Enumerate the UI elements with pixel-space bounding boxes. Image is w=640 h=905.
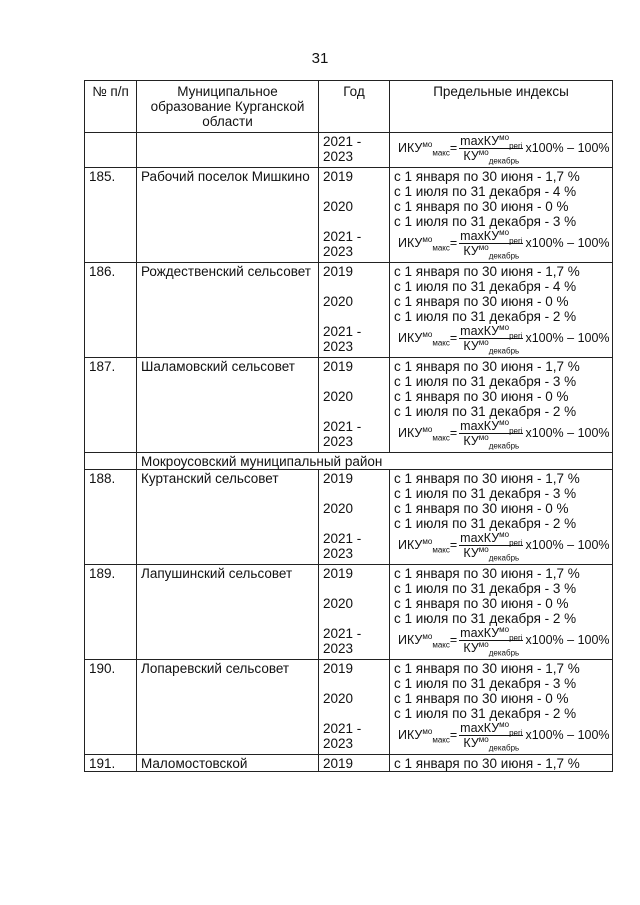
formula-numerator: maxКУ$^{мо}_{peri}$	[460, 417, 523, 436]
formula-tail: x100% – 100%	[525, 141, 610, 155]
year-range: 2021 - 2023	[323, 134, 362, 164]
municipality-name: Рабочий поселок Мишкино	[137, 168, 319, 263]
row-number: 187.	[85, 358, 137, 453]
table-body	[85, 133, 613, 772]
index-cell	[390, 263, 613, 358]
formula-fraction	[459, 322, 523, 356]
year-range: 2021 - 2023	[323, 419, 362, 449]
table-row	[85, 565, 613, 660]
year-value: 2019	[323, 169, 354, 184]
index-period: с 1 января по 30 июня - 0 %	[394, 199, 569, 214]
year-range: 2021 - 2023	[323, 531, 362, 561]
formula-denominator: $КУ^{мо}_{декабрь}$	[463, 147, 520, 166]
index-period: с 1 июля по 31 декабря - 2 %	[394, 516, 577, 531]
index-period: с 1 января по 30 июня - 0 %	[394, 389, 569, 404]
header-year: Год	[319, 81, 390, 133]
formula-numerator: maxКУ$^{мо}_{peri}$	[460, 624, 523, 643]
year-value: 2020	[323, 691, 354, 706]
index-cell	[390, 470, 613, 565]
row-number: 191.	[85, 755, 137, 772]
year-cell	[319, 358, 390, 453]
formula-lhs: $ИКУ^{мо}_{макс}$	[398, 536, 450, 555]
year-cell	[319, 470, 390, 565]
formula-tail: x100% – 100%	[525, 331, 610, 345]
index-period: с 1 января по 30 июня - 0 %	[394, 691, 569, 706]
formula-fraction	[459, 719, 523, 753]
municipality-name: Рождественский сельсовет	[137, 263, 319, 358]
index-period: с 1 января по 30 июня - 0 %	[394, 596, 569, 611]
formula-fraction	[459, 227, 523, 261]
year-value: 2020	[323, 294, 354, 309]
table-row	[85, 168, 613, 263]
formula-fraction	[459, 417, 523, 451]
year-cell	[319, 263, 390, 358]
year-cell	[319, 168, 390, 263]
formula	[394, 529, 610, 563]
formula-eq: =	[449, 538, 458, 552]
index-period: с 1 января по 30 июня - 1,7 %	[394, 264, 580, 279]
year-value: 2019	[323, 359, 354, 374]
year-cell	[319, 660, 390, 755]
formula-fraction	[459, 529, 523, 563]
municipality-name: Лапушинский сельсовет	[137, 565, 319, 660]
formula-slot	[394, 229, 608, 262]
formula-eq: =	[449, 633, 458, 647]
year-value: 2019	[323, 566, 354, 581]
formula-eq: =	[449, 236, 458, 250]
table-header-row	[85, 81, 613, 133]
formula-fraction	[459, 132, 523, 166]
indexes-table	[84, 80, 613, 772]
row-number: 190.	[85, 660, 137, 755]
index-cell	[390, 168, 613, 263]
formula-denominator: $КУ^{мо}_{декабрь}$	[463, 639, 520, 658]
header-indexes: Предельные индексы	[390, 81, 613, 133]
formula-lhs: $ИКУ^{мо}_{макс}$	[398, 424, 450, 443]
index-cell	[390, 133, 613, 168]
row-number: 189.	[85, 565, 137, 660]
index-period: с 1 июля по 31 декабря - 2 %	[394, 309, 577, 324]
municipality-name: Маломостовской	[137, 755, 319, 772]
formula-denominator: $КУ^{мо}_{декабрь}$	[463, 337, 520, 356]
formula-numerator: maxКУ$^{мо}_{peri}$	[460, 132, 523, 151]
index-period: с 1 января по 30 июня - 1,7 %	[394, 359, 580, 374]
index-period: с 1 января по 30 июня - 1,7 %	[394, 169, 580, 184]
formula-denominator: $КУ^{мо}_{декабрь}$	[463, 544, 520, 563]
formula-tail: x100% – 100%	[525, 728, 610, 742]
formula-lhs: $ИКУ^{мо}_{макс}$	[398, 234, 450, 253]
formula	[394, 417, 610, 451]
table-row	[85, 755, 613, 772]
table-row	[85, 470, 613, 565]
index-period: с 1 января по 30 июня - 1,7 %	[394, 661, 580, 676]
table-row	[85, 133, 613, 168]
index-period: с 1 июля по 31 декабря - 3 %	[394, 581, 577, 596]
district-row	[85, 453, 613, 470]
formula-slot	[394, 531, 608, 564]
index-period: с 1 января по 30 июня - 0 %	[394, 501, 569, 516]
index-period: с 1 июля по 31 декабря - 2 %	[394, 611, 577, 626]
index-period: с 1 января по 30 июня - 1,7 %	[394, 471, 580, 486]
table-row	[85, 263, 613, 358]
formula-lhs: $ИКУ^{мо}_{макс}$	[398, 139, 450, 158]
formula-denominator: $КУ^{мо}_{декабрь}$	[463, 734, 520, 753]
formula-lhs: $ИКУ^{мо}_{макс}$	[398, 329, 450, 348]
year-value: 2020	[323, 389, 354, 404]
formula	[394, 322, 610, 356]
header-num: № п/п	[85, 81, 137, 133]
formula-slot	[394, 134, 608, 167]
formula-eq: =	[449, 331, 458, 345]
index-period: с 1 июля по 31 декабря - 3 %	[394, 374, 577, 389]
year-value: 2020	[323, 199, 354, 214]
index-period: с 1 января по 30 июня - 0 %	[394, 294, 569, 309]
year-range: 2021 - 2023	[323, 721, 362, 751]
year-value: 2020	[323, 596, 354, 611]
name-cell	[137, 133, 319, 168]
formula-denominator: $КУ^{мо}_{декабрь}$	[463, 242, 520, 261]
year-value: 2020	[323, 501, 354, 516]
formula-numerator: maxКУ$^{мо}_{peri}$	[460, 227, 523, 246]
formula-numerator: maxКУ$^{мо}_{peri}$	[460, 529, 523, 548]
formula-denominator: $КУ^{мо}_{декабрь}$	[463, 432, 520, 451]
index-cell	[390, 660, 613, 755]
index-period: с 1 января по 30 июня - 1,7 %	[394, 756, 580, 771]
formula-tail: x100% – 100%	[525, 538, 610, 552]
year-cell	[319, 755, 390, 772]
index-cell	[390, 565, 613, 660]
formula-lhs: $ИКУ^{мо}_{макс}$	[398, 631, 450, 650]
formula-eq: =	[449, 141, 458, 155]
index-period: с 1 июля по 31 декабря - 2 %	[394, 706, 577, 721]
formula-tail: x100% – 100%	[525, 426, 610, 440]
index-period: с 1 июля по 31 декабря - 3 %	[394, 214, 577, 229]
formula-eq: =	[449, 728, 458, 742]
index-cell	[390, 755, 613, 772]
row-number: 186.	[85, 263, 137, 358]
page-number: 31	[311, 50, 329, 67]
row-number: 185.	[85, 168, 137, 263]
formula-slot	[394, 324, 608, 357]
formula-slot	[394, 419, 608, 452]
municipality-name: Лопаревский сельсовет	[137, 660, 319, 755]
formula	[394, 227, 610, 261]
index-period: с 1 января по 30 июня - 1,7 %	[394, 566, 580, 581]
formula	[394, 132, 610, 166]
municipality-name: Куртанский сельсовет	[137, 470, 319, 565]
header-municipality: Муниципальное образование Курганской области	[137, 81, 319, 133]
formula-numerator: maxКУ$^{мо}_{peri}$	[460, 719, 523, 738]
formula-tail: x100% – 100%	[525, 633, 610, 647]
index-period: с 1 июля по 31 декабря - 2 %	[394, 404, 577, 419]
index-cell	[390, 358, 613, 453]
formula-numerator: maxКУ$^{мо}_{peri}$	[460, 322, 523, 341]
formula-slot	[394, 626, 608, 659]
municipality-name: Шаламовский сельсовет	[137, 358, 319, 453]
formula-eq: =	[449, 426, 458, 440]
index-period: с 1 июля по 31 декабря - 4 %	[394, 184, 577, 199]
formula-slot	[394, 721, 608, 754]
table-row	[85, 660, 613, 755]
formula-tail: x100% – 100%	[525, 236, 610, 250]
formula	[394, 719, 610, 753]
year-cell	[319, 133, 390, 168]
table-row	[85, 358, 613, 453]
year-range: 2021 - 2023	[323, 229, 362, 259]
year-value: 2019	[323, 661, 354, 676]
year-value: 2019	[323, 756, 354, 771]
index-period: с 1 июля по 31 декабря - 4 %	[394, 279, 577, 294]
year-cell	[319, 565, 390, 660]
year-value: 2019	[323, 264, 354, 279]
num-cell	[85, 133, 137, 168]
formula-lhs: $ИКУ^{мо}_{макс}$	[398, 726, 450, 745]
row-number: 188.	[85, 470, 137, 565]
formula	[394, 624, 610, 658]
year-value: 2019	[323, 471, 354, 486]
index-period: с 1 июля по 31 декабря - 3 %	[394, 676, 577, 691]
index-period: с 1 июля по 31 декабря - 3 %	[394, 486, 577, 501]
year-range: 2021 - 2023	[323, 324, 362, 354]
formula-fraction	[459, 624, 523, 658]
district-name: Мокроусовский муниципальный район	[137, 453, 613, 470]
year-range: 2021 - 2023	[323, 626, 362, 656]
